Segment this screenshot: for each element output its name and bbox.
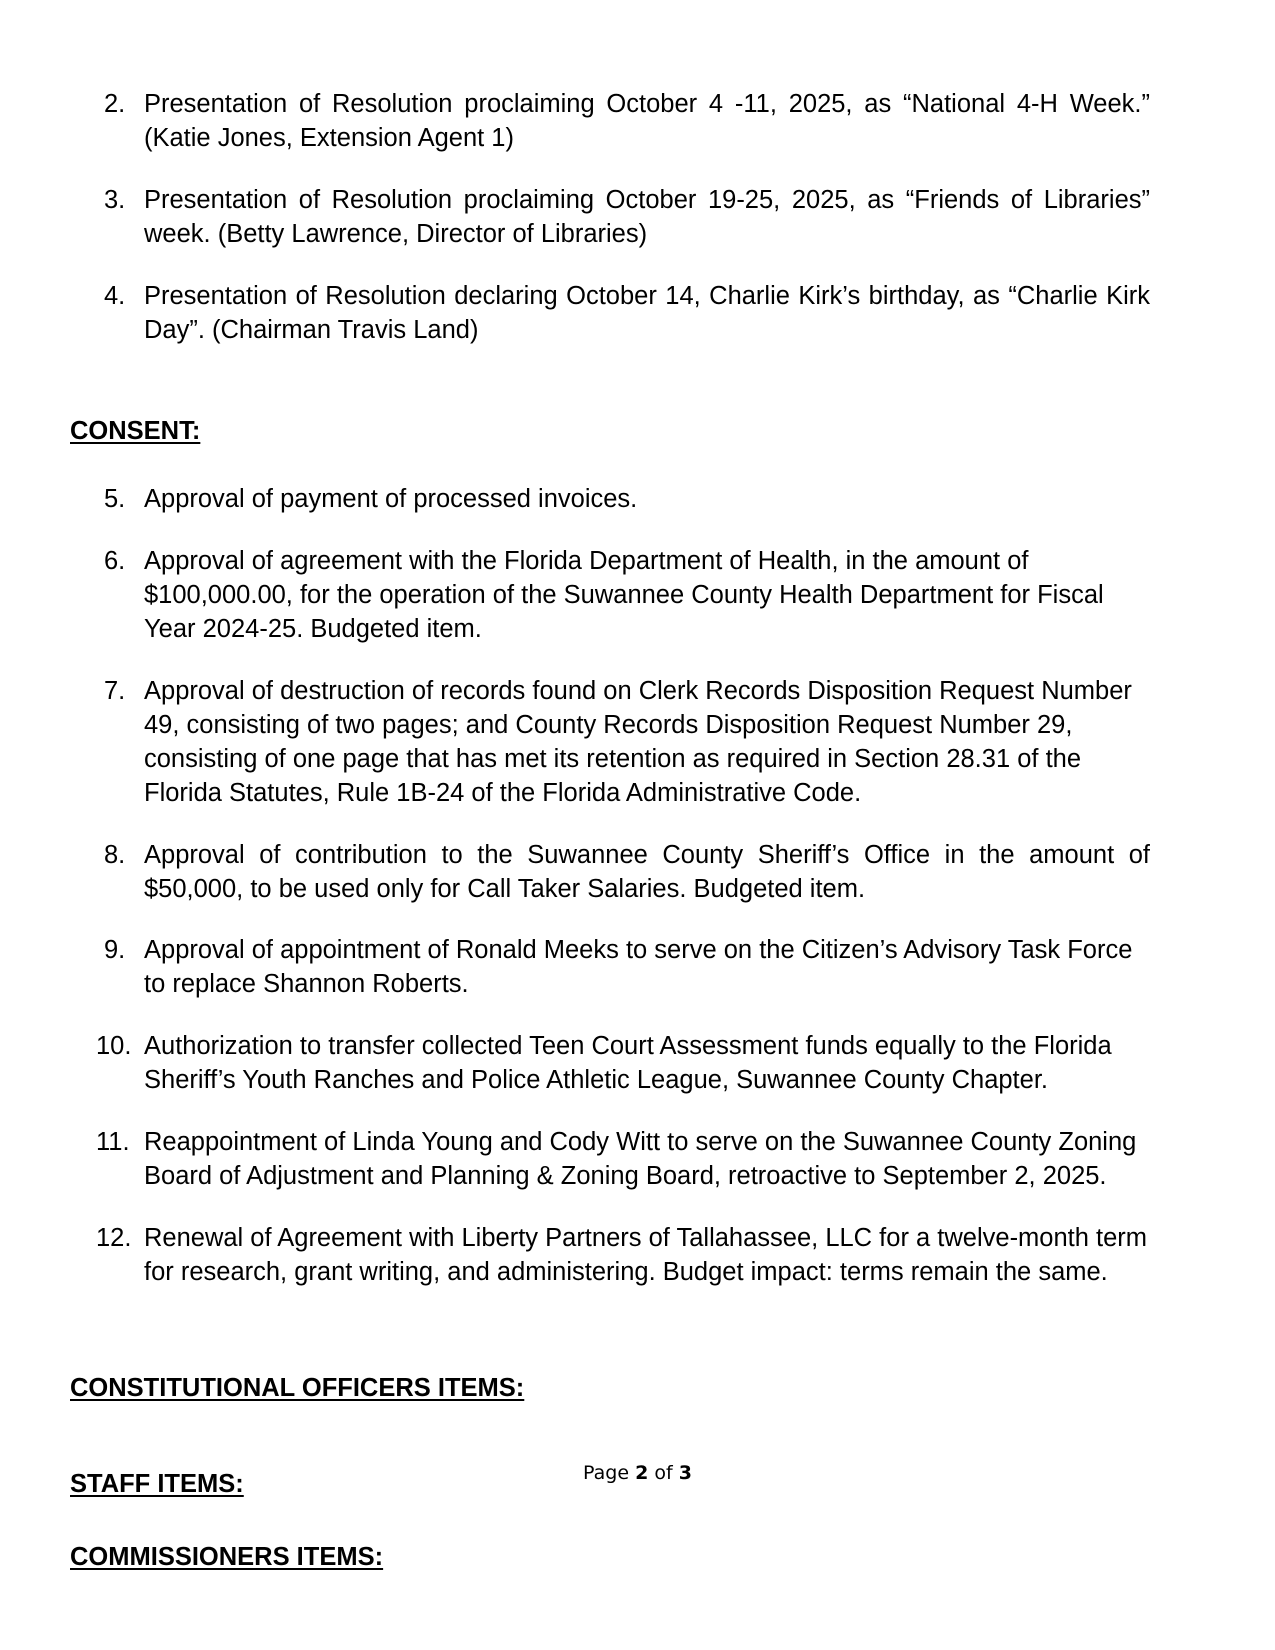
item-text: Presentation of Resolution proclaiming October 4 -11, 2025, as “National 4-H Week.” (Katie Jones, Extension Agent 1) — [144, 90, 1150, 152]
item-text: Approval of appointment of Ronald Meeks to serve on the Citizen’s Advisory Task Force to replace Shannon Roberts. — [144, 936, 1133, 999]
item-text: Presentation of Resolution declaring October 14, Charlie Kirk’s birthday, as “Charlie Kirk Day”. (Chairman Travis Land) — [144, 281, 1150, 344]
item-number: 6. — [104, 547, 126, 576]
item-text: Approval of agreement with the Florida Department of Health, in the amount of $100,000.00, for the operation of the Suwannee County Health Department for Fiscal Year 2024-25. Budgeted item. — [144, 547, 1104, 644]
item-number: 9. — [104, 936, 126, 965]
footer-total-pages: 3 — [678, 1462, 692, 1484]
page-content — [70, 88, 1150, 1575]
heading-constitutional-officers-items: CONSTITUTIONAL OFFICERS ITEMS: — [70, 1373, 525, 1402]
agenda-item-6 — [70, 545, 1150, 647]
agenda-item-8 — [70, 839, 1150, 907]
page-footer — [0, 1462, 1275, 1485]
consent-items-list — [70, 483, 1150, 1289]
presentation-items-list — [70, 88, 1150, 347]
item-number: 5. — [104, 485, 126, 514]
agenda-item-11 — [70, 1126, 1150, 1194]
item-text: Renewal of Agreement with Liberty Partners of Tallahassee, LLC for a twelve-month term for research, grant writing, and administering. Budget impact: terms remain the same. — [144, 1223, 1148, 1286]
item-text: Reappointment of Linda Young and Cody Witt to serve on the Suwannee County Zoning Board of Adjustment and Planning & Zoning Board, retroactive to September 2, 2025. — [144, 1128, 1137, 1190]
item-number: 7. — [104, 676, 126, 705]
spacer — [70, 1318, 1150, 1372]
item-number: 2. — [104, 90, 126, 118]
item-number: 3. — [104, 185, 126, 214]
agenda-item-10 — [70, 1030, 1150, 1098]
footer-middle: of — [648, 1462, 679, 1484]
item-text: Authorization to transfer collected Teen Court Assessment funds equally to the Florida Sheriff’s Youth Ranches and Police Athletic League, Suwannee County Chapter. — [144, 1032, 1112, 1095]
agenda-item-12 — [70, 1222, 1150, 1290]
heading-staff-items: STAFF ITEMS: — [70, 1469, 244, 1498]
footer-page-number: 2 — [635, 1462, 649, 1484]
item-number: 8. — [104, 840, 126, 869]
item-number: 10. — [96, 1032, 132, 1061]
agenda-item-4 — [70, 280, 1150, 348]
agenda-item-2 — [70, 88, 1150, 156]
spacer — [70, 1406, 1150, 1468]
spacer — [70, 375, 1150, 415]
heading-commissioners-items: COMMISSIONERS ITEMS: — [70, 1543, 384, 1572]
item-text: Approval of destruction of records found on Clerk Records Disposition Request Number 49, consisting of two pages; and County Records Disposition Request Number 29, consisting of one page that has met its retention as required in Section 28.31 of the Florida Statutes, Rule 1B-24 of the Florida Administrative Code. — [144, 676, 1132, 807]
item-number: 12. — [96, 1223, 132, 1252]
spacer — [70, 1501, 1150, 1541]
item-number: 4. — [104, 281, 126, 310]
agenda-item-9 — [70, 934, 1150, 1002]
agenda-item-3 — [70, 184, 1150, 252]
agenda-item-5 — [70, 483, 1150, 517]
heading-consent: CONSENT: — [70, 417, 201, 446]
agenda-item-7 — [70, 675, 1150, 811]
item-text: Approval of payment of processed invoices. — [144, 485, 638, 514]
item-text: Presentation of Resolution proclaiming October 19-25, 2025, as “Friends of Libraries” week. (Betty Lawrence, Director of Libraries) — [144, 185, 1150, 248]
footer-prefix: Page — [583, 1462, 636, 1484]
item-number: 11. — [96, 1128, 130, 1157]
item-text: Approval of contribution to the Suwannee County Sheriff’s Office in the amount of $50,000, to be used only for Call Taker Salaries. Budgeted item. — [144, 840, 1150, 903]
spacer — [70, 449, 1150, 483]
